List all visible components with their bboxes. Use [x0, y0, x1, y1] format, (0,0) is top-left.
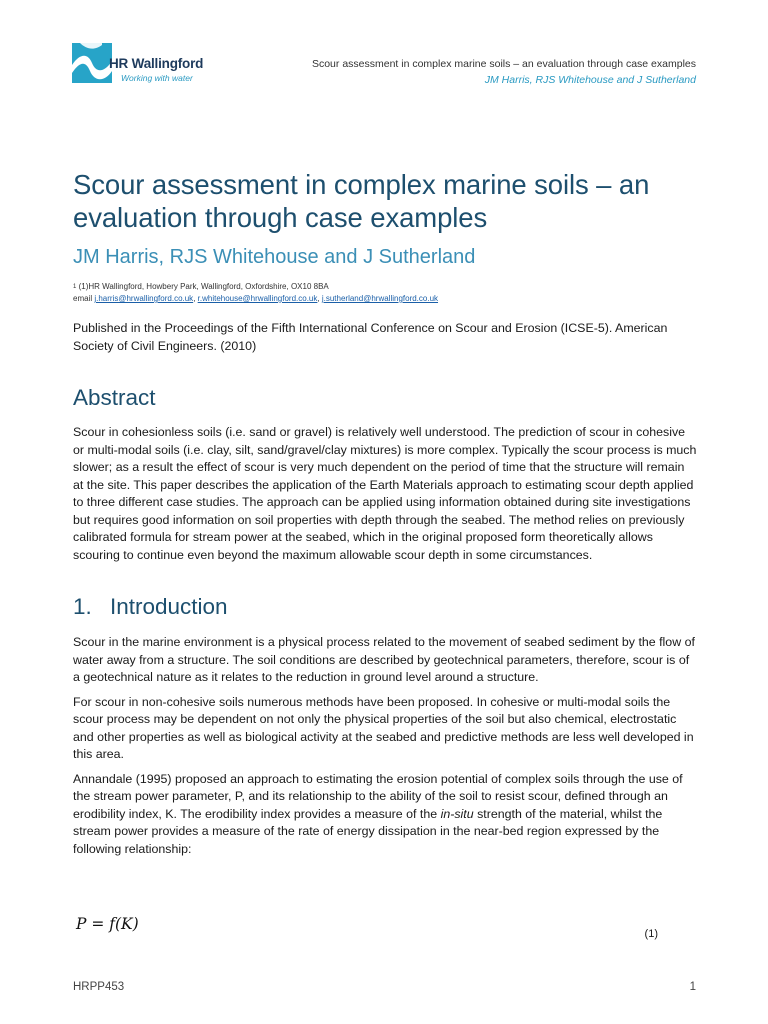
logo-name: HR Wallingford	[109, 56, 204, 71]
intro-p3-end: strength of the material, whilst the stream power provides a measure of the rate of energy dissipation in the near-bed region expressed by the following relationship:	[73, 806, 663, 856]
abstract-heading: Abstract	[73, 385, 156, 410]
affiliation-text: (1)HR Wallingford, Howbery Park, Wallingford, Oxfordshire, OX10 8BA	[78, 282, 329, 291]
introduction-heading	[73, 594, 698, 620]
abstract-text: Scour in cohesionless soils (i.e. sand or gravel) is relatively well understood. The prediction of scour in cohesive or multi-modal soils (i.e. clay, silt, sand/gravel/clay mixtures) is more complex. Typically the scour process is much slower; as a result the effect of scour is very much dependent on the period of time that the structure will remain at the site. This paper describes the application of the Earth Materials approach to estimating scour depth applied to three different case studies. The approach can be applied using information obtained during site investigations but requires good information on soil properties with depth through the seabed. The method relies on previously calibrated formula for stream power at the seabed, which in the original proposed form theoretically allows scouring to continue even beyond the maximum allowable scour depth in some circumstances.	[73, 425, 697, 562]
intro-p3-start: Annandale (1995) proposed an approach to estimating the erosion potential of complex soils through the use of the stream power parameter, P, and its relationship to the ability of the soil to resist scour, defined through an erodibility index, K. The erodibility index provides a measure of the	[73, 771, 683, 821]
wave-logo-icon	[72, 43, 112, 83]
page-header	[0, 0, 768, 110]
equation-1: P = f(K)	[76, 915, 139, 933]
affiliation-block	[73, 281, 698, 305]
email-link-harris[interactable]: j.harris@hrwallingford.co.uk	[94, 294, 194, 303]
publication-note: Published in the Proceedings of the Fifth International Conference on Scour and Erosion (ICSE-5). American Society of Civil Engineers. (2010)	[73, 321, 668, 353]
intro-paragraph-2: For scour in non-cohesive soils numerous methods have been proposed. In cohesive or multi-modal soils the scour process may be dependent on not only the physical properties of the soil but also chemical, electrostatic and other properties as well as biological activity at the seabed and predictive methods are less well developed in this area.	[73, 694, 694, 761]
affiliation-line	[73, 281, 698, 293]
section-title: Introduction	[110, 594, 228, 619]
page-number: 1	[689, 981, 696, 993]
logo-tagline: Working with water	[121, 73, 193, 83]
running-title: Scour assessment in complex marine soils – an evaluation through case examples	[311, 58, 696, 70]
paper-body	[73, 168, 698, 858]
report-id: HRPP453	[73, 981, 125, 993]
email-link-whitehouse[interactable]: r.whitehouse@hrwallingford.co.uk	[197, 294, 318, 303]
affiliation-mark: 1	[73, 284, 77, 290]
intro-p3-italic: in-situ	[440, 806, 474, 821]
intro-paragraph-1: Scour in the marine environment is a physical process related to the movement of seabed sediment by the flow of water away from a structure. The soil conditions are described by geotechnical parameters, therefore, scour is of a geotechnical nature as it relates to the reduction in ground level around a structure.	[73, 635, 695, 684]
email-label: email	[73, 294, 93, 303]
section-number: 1.	[73, 594, 92, 619]
equation-number: (1)	[644, 928, 658, 940]
hr-wallingford-logo	[72, 43, 212, 85]
email-line: email j.harris@hrwallingford.co.uk, r.whitehouse@hrwallingford.co.uk, j.sutherland@hrwallingford.co.uk	[73, 294, 439, 303]
paper-authors: JM Harris, RJS Whitehouse and J Sutherland	[73, 246, 476, 268]
intro-paragraph-3	[73, 771, 698, 859]
email-link-sutherland[interactable]: j.sutherland@hrwallingford.co.uk	[321, 294, 439, 303]
paper-title: Scour assessment in complex marine soils – an evaluation through case examples	[73, 169, 650, 233]
running-authors: JM Harris, RJS Whitehouse and J Sutherland	[484, 74, 696, 86]
